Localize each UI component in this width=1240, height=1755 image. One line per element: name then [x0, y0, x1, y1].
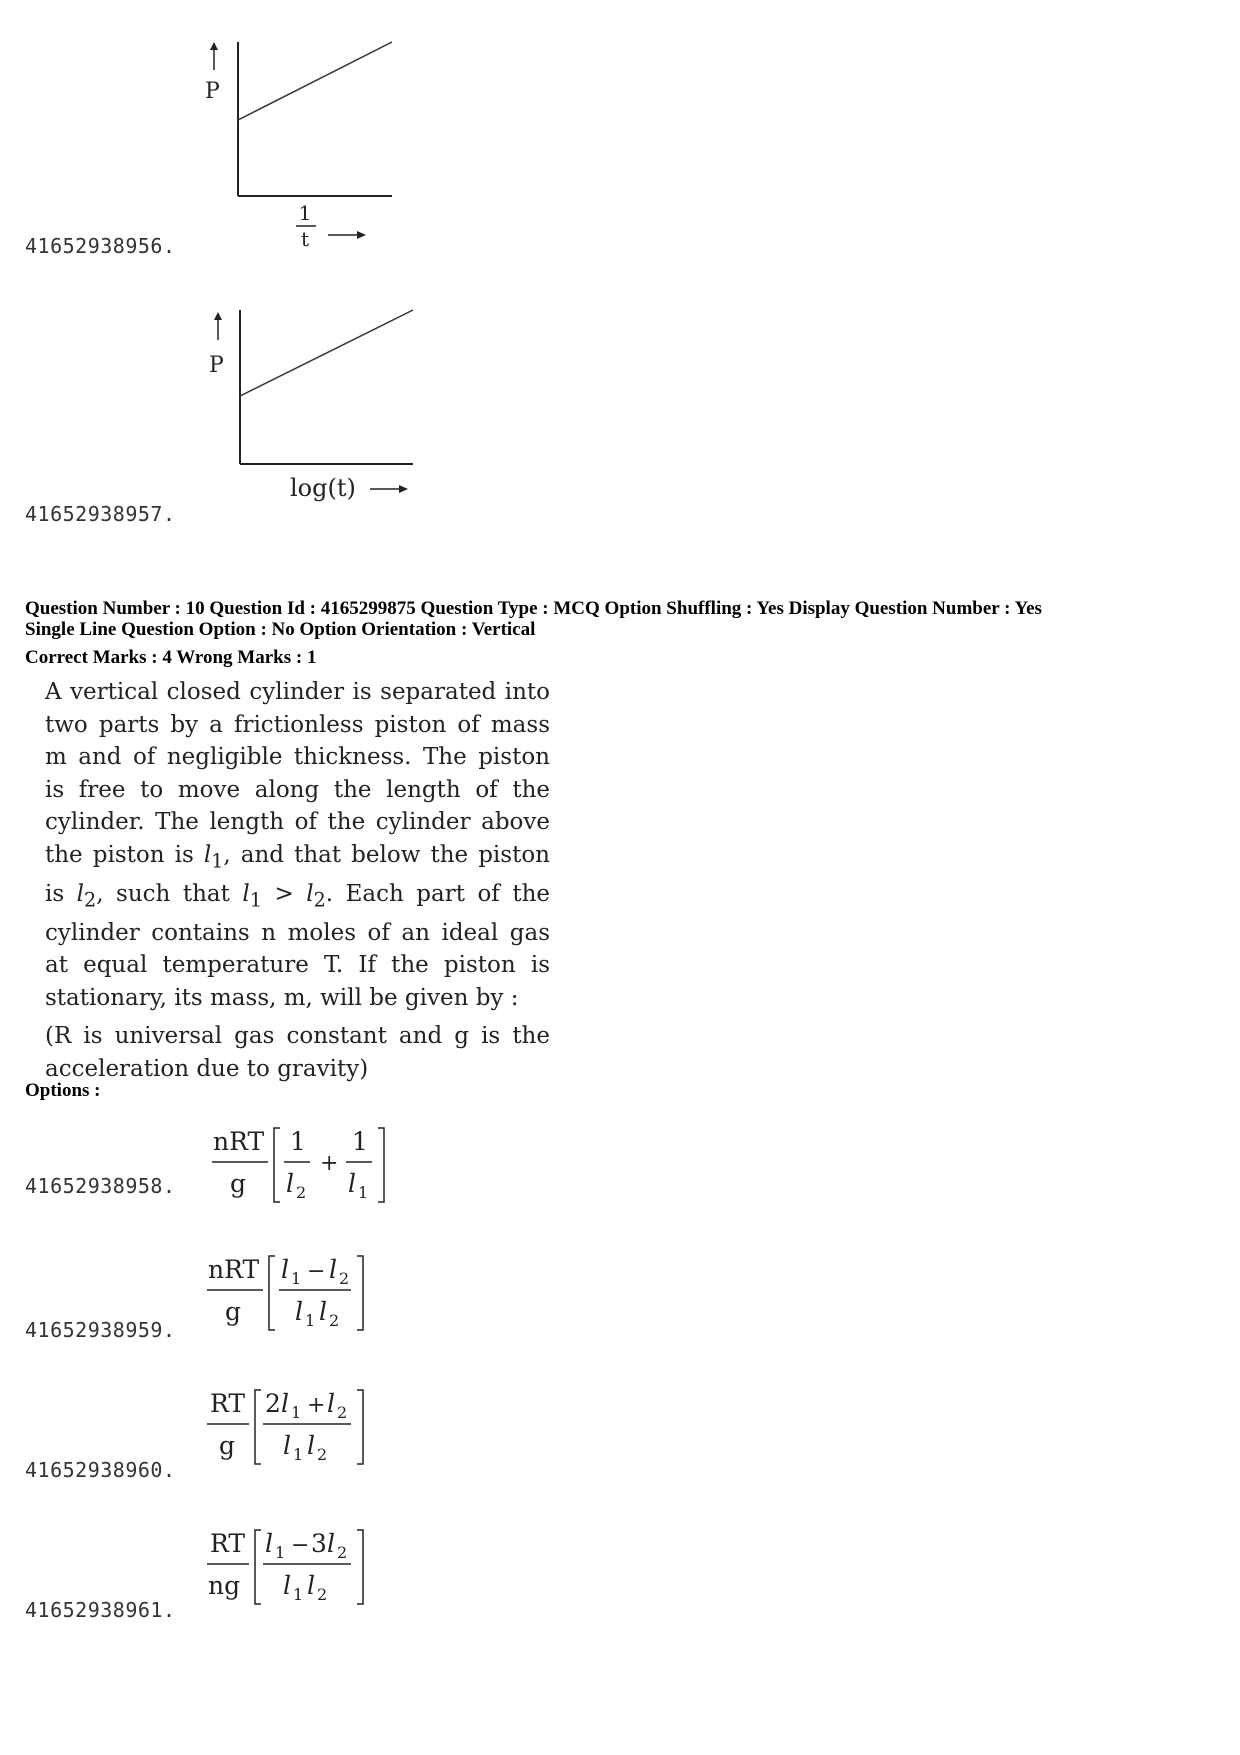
p-vs-log-t-graph: [195, 300, 425, 510]
svg-text:+: +: [307, 1393, 326, 1418]
svg-text:l: l: [265, 1529, 273, 1558]
svg-text:2: 2: [329, 1311, 340, 1330]
option-formula-4: [205, 1522, 395, 1618]
graph-option-2: [195, 300, 425, 510]
svg-text:RT: RT: [210, 1389, 246, 1418]
svg-text:1: 1: [293, 1585, 304, 1604]
x-axis-label-denominator: t: [300, 227, 310, 250]
svg-text:3: 3: [311, 1529, 327, 1558]
svg-text:g: g: [225, 1297, 242, 1326]
x-axis-label-numerator: 1: [298, 201, 312, 225]
svg-text:1: 1: [293, 1445, 304, 1464]
svg-text:2: 2: [317, 1445, 328, 1464]
svg-text:g: g: [230, 1169, 247, 1198]
svg-text:l: l: [329, 1255, 337, 1284]
option-id: 41652938959.: [25, 1318, 176, 1342]
svg-text:nRT: nRT: [213, 1127, 265, 1156]
svg-text:1: 1: [291, 1403, 302, 1422]
svg-text:l: l: [307, 1431, 315, 1460]
option-id: 41652938956.: [25, 234, 176, 258]
question-marks: Correct Marks : 4 Wrong Marks : 1: [25, 647, 317, 668]
svg-text:l: l: [319, 1297, 327, 1326]
svg-text:1: 1: [275, 1543, 286, 1562]
svg-text:1: 1: [305, 1311, 316, 1330]
svg-text:g: g: [219, 1431, 236, 1460]
question-meta-line-2: Single Line Question Option : No Option Orientation : Vertical: [25, 619, 536, 640]
svg-text:−: −: [291, 1533, 310, 1558]
graph-option-1: [200, 30, 420, 250]
svg-text:l: l: [281, 1255, 289, 1284]
svg-text:2: 2: [317, 1585, 328, 1604]
svg-text:l: l: [307, 1571, 315, 1600]
svg-text:2: 2: [296, 1183, 307, 1202]
option-formula-2: [205, 1248, 395, 1344]
svg-text:1: 1: [352, 1127, 368, 1156]
options-label: Options :: [25, 1080, 101, 1101]
option-id: 41652938957.: [25, 502, 176, 526]
svg-text:l: l: [327, 1529, 335, 1558]
svg-text:1: 1: [291, 1269, 302, 1288]
option-id: 41652938961.: [25, 1598, 176, 1622]
svg-text:2: 2: [265, 1389, 281, 1418]
y-axis-label: P: [205, 79, 220, 104]
svg-text:+: +: [320, 1151, 339, 1176]
svg-text:l: l: [281, 1389, 289, 1418]
svg-text:l: l: [283, 1571, 291, 1600]
svg-text:l: l: [348, 1169, 356, 1198]
svg-text:RT: RT: [210, 1529, 246, 1558]
svg-text:l: l: [327, 1389, 335, 1418]
question-note: (R is universal gas constant and g is the acceleration due to gravity): [45, 1023, 550, 1082]
y-axis-label: P: [209, 353, 224, 378]
option-id: 41652938958.: [25, 1174, 176, 1198]
svg-text:l: l: [283, 1431, 291, 1460]
option-formula-1: [210, 1120, 400, 1216]
svg-text:nRT: nRT: [208, 1255, 260, 1284]
option-formula-3: [205, 1382, 395, 1478]
x-axis-label: log(t): [290, 474, 356, 502]
question-text: A vertical closed cylinder is separated into two parts by a frictionless piston of mass m and of negligible thickness. The piston is free to move along the length of the cylinder. The length of the cylinder above the piston is $l_1$, and that below the piston is $l_2$, such that $l_1 > l_2$. Each part of the cylinder contains n moles of an ideal gas at equal temperature T. If the piston is stationary, its mass, m, will be given by : (R is universal gas constant and g is the acceleration due to gravity): [45, 676, 550, 1085]
svg-text:2: 2: [337, 1403, 348, 1422]
svg-text:ng: ng: [208, 1571, 241, 1600]
svg-text:2: 2: [339, 1269, 350, 1288]
svg-text:2: 2: [337, 1543, 348, 1562]
option-id: 41652938960.: [25, 1458, 176, 1482]
svg-text:1: 1: [358, 1183, 369, 1202]
svg-text:l: l: [286, 1169, 294, 1198]
svg-text:l: l: [295, 1297, 303, 1326]
svg-text:1: 1: [290, 1127, 306, 1156]
question-meta-line-1: Question Number : 10 Question Id : 4165299875 Question Type : MCQ Option Shuffling : Yes Display Question Number : Yes: [25, 598, 1042, 619]
p-vs-inverse-t-graph: [200, 30, 420, 250]
svg-text:−: −: [307, 1259, 326, 1284]
